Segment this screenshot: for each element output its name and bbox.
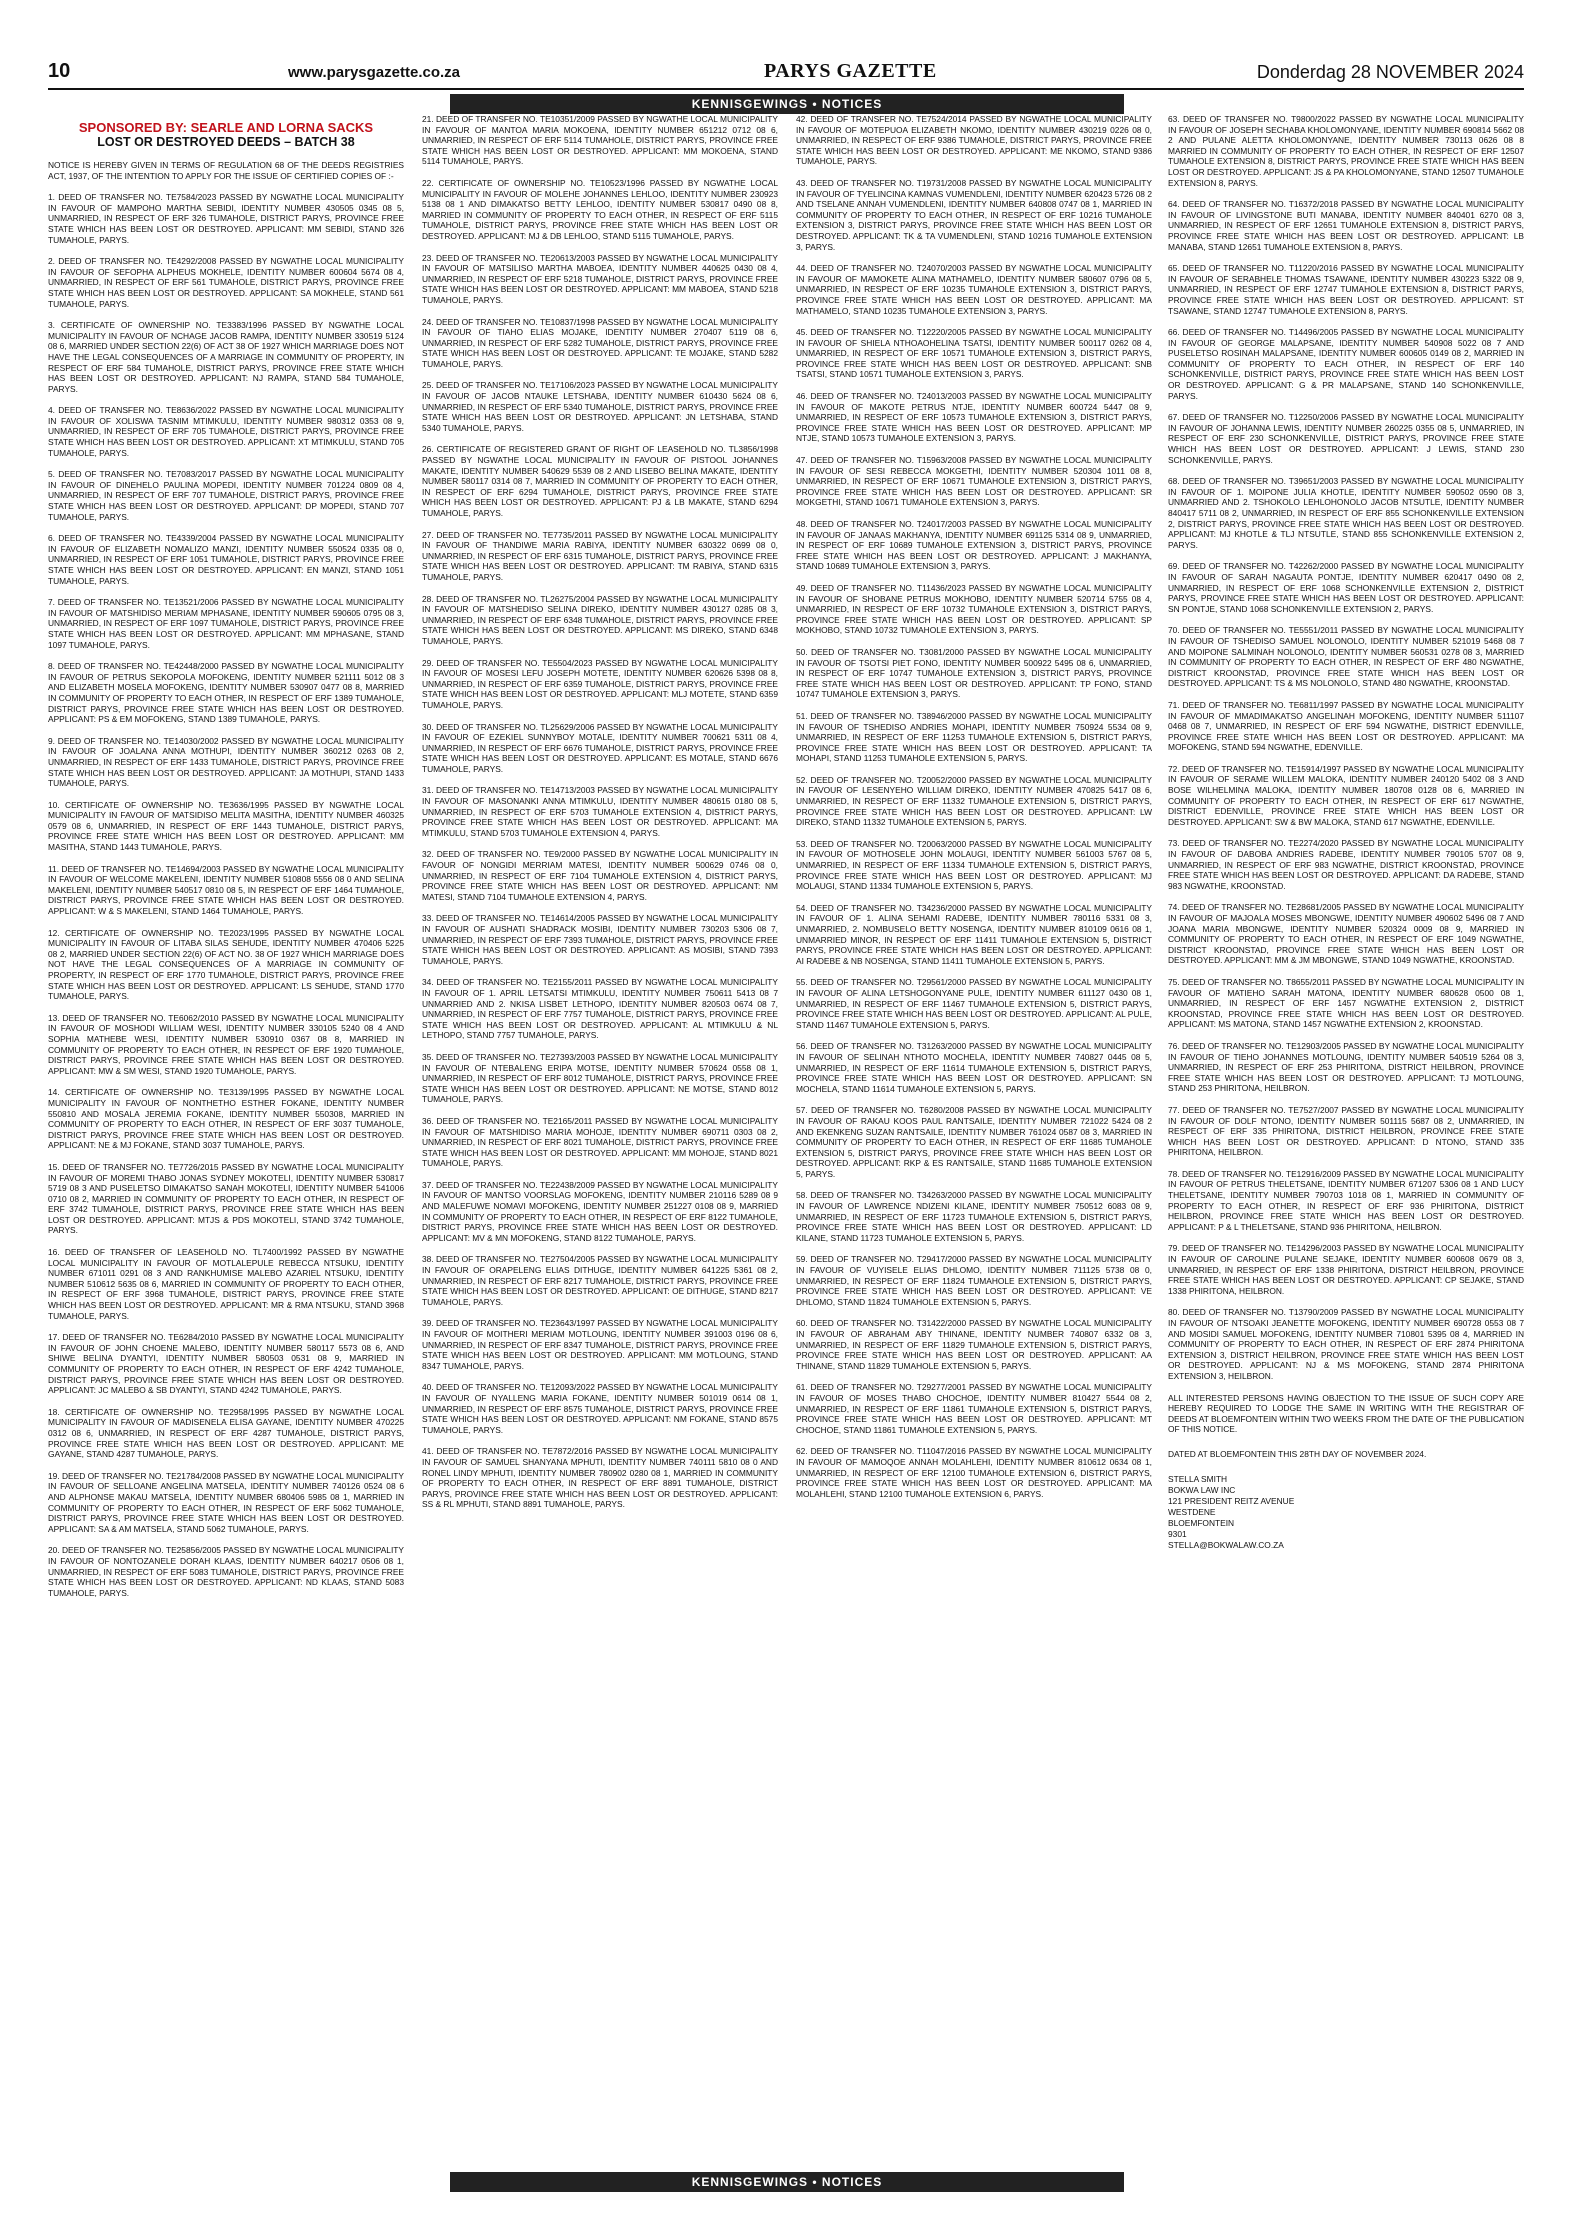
address-line-1: 121 PRESIDENT REITZ AVENUE [1168,1495,1295,1506]
notice-entry: 71. DEED OF TRANSFER NO. TE6811/1997 PASSED BY NGWATHE LOCAL MUNICIPALITY IN FAVOUR OF MMADIMAKATSO ANGELINAH MOFOKENG, IDENTITY NUMBER 511107 0468 08 7, UNMARRIED, IN RESPECT OF ERF 594 NGWATHE, DISTRICT EDENVILLE, PROVINCE FREE STATE WHICH HAS BEEN LOST OR DESTROYED. APPLICANT: MA MOFOKENG, STAND 594 NGWATHE, EDENVILLE. [1168,699,1524,753]
notice-entry: 72. DEED OF TRANSFER NO. TE15914/1997 PASSED BY NGWATHE LOCAL MUNICIPALITY IN FAVOUR OF SERAME WILLEM MALOKA, IDENTITY NUMBER 240120 5402 08 3 AND BOSE WILHELMINA MALOKA, IDENTITY NUMBER 180708 0128 08 6, MARRIED IN COMMUNITY OF PROPERTY TO EACH OTHER, IN RESPECT OF ERF 617 NGWATHE, DISTRICT EDENVILLE, PROVINCE FREE STATE WHICH HAS BEEN LOST OR DESTROYED. APPLICANT: SW & BW MALOKA, STAND 617 NGWATHE, EDENVILLE. [1168,763,1524,827]
notice-entry: 56. DEED OF TRANSFER NO. T31263/2000 PASSED BY NGWATHE LOCAL MUNICIPALITY IN FAVOUR OF SELINAH NTHOTO MOCHELA, IDENTITY NUMBER 740827 0445 08 5, UNMARRIED, IN RESPECT OF ERF 11614 TUMAHOLE EXTENSION 5, DISTRICT PARYS, PROVINCE FREE STATE WHICH HAS BEEN LOST OR DESTROYED. APPLICANT: SN MOCHELA, STAND 11614 TUMAHOLE EXTENSION 5, PARYS. [796,1041,1152,1094]
notice-entry: 36. DEED OF TRANSFER NO. TE2165/2011 PASSED BY NGWATHE LOCAL MUNICIPALITY IN FAVOUR OF MATSHIDISO MARIA MOHOJE, IDENTITY NUMBER 690711 0303 08 2, UNMARRIED, IN RESPECT OF ERF 8021 TUMAHOLE, DISTRICT PARYS, PROVINCE FREE STATE WHICH HAS BEEN LOST OR DESTROYED. APPLICANT: MM MOHOJE, STAND 8021 TUMAHOLE, PARYS. [422,1115,778,1169]
notice-entry: 13. DEED OF TRANSFER NO. TE6062/2010 PASSED BY NGWATHE LOCAL MUNICIPALITY IN FAVOUR OF MOSHODI WILLIAM WESI, IDENTITY NUMBER 330105 5240 08 4 AND SOPHIA MATHEBE WESI, IDENTITY NUMBER 530910 0367 08 8, MARRIED IN COMMUNITY OF PROPERTY TO EACH OTHER, IN RESPECT OF ERF 1920 TUMAHOLE, DISTRICT PARYS, PROVINCE FREE STATE WHICH HAS BEEN LOST OR DESTROYED. APPLICANT: MW & SM WESI, STAND 1920 TUMAHOLE, PARYS. [48,1012,404,1076]
notice-entry: 61. DEED OF TRANSFER NO. T29277/2001 PASSED BY NGWATHE LOCAL MUNICIPALITY IN FAVOUR OF MOSES THABO CHOCHOE, IDENTITY NUMBER 810427 5544 08 2, UNMARRIED, IN RESPECT OF ERF 11861 TUMAHOLE EXTENSION 5, DISTRICT PARYS, PROVINCE FREE STATE WHICH HAS BEEN LOST OR DESTROYED. APPLICANT: MT CHOCHOE, STAND 11861 TUMAHOLE EXTENSION 5, PARYS. [796,1382,1152,1435]
section-label-bottom: KENNISGEWINGS • NOTICES [450,2172,1124,2192]
notice-entry: 7. DEED OF TRANSFER NO. TE13521/2006 PASSED BY NGWATHE LOCAL MUNICIPALITY IN FAVOUR OF MATSHIDISO MERIAM MPHASANE, IDENTITY NUMBER 590605 0795 08 3, UNMARRIED, IN RESPECT OF ERF 1097 TUMAHOLE, DISTRICT PARYS, PROVINCE FREE STATE WHICH HAS BEEN LOST OR DESTROYED. APPLICANT: MM MPHASANE, STAND 1097 TUMAHOLE, PARYS. [48,597,404,650]
notice-entry: 59. DEED OF TRANSFER NO. T29417/2000 PASSED BY NGWATHE LOCAL MUNICIPALITY IN FAVOUR OF VUYISELE ELIAS DHLOMO, IDENTITY NUMBER 711125 5738 08 0, UNMARRIED, IN RESPECT OF ERF 11824 TUMAHOLE EXTENSION 5, DISTRICT PARYS, PROVINCE FREE STATE WHICH HAS BEEN LOST OR DESTROYED. APPLICANT: VE DHLOMO, STAND 11824 TUMAHOLE EXTENSION 5, PARYS. [796,1254,1152,1307]
notice-entry: 69. DEED OF TRANSFER NO. T42262/2000 PASSED BY NGWATHE LOCAL MUNICIPALITY IN FAVOUR OF SARAH NAGAUTA PONTJE, IDENTITY NUMBER 620417 0490 08 2, UNMARRIED, IN RESPECT OF ERF 1068 SCHONKENVILLE EXTENSION 2, DISTRICT PARYS, PROVINCE FREE STATE WHICH HAS BEEN LOST OR DESTROYED. APPLICANT: SN PONTJE, STAND 1068 SCHONKENVILLE EXTENSION 2, PARYS. [1168,561,1524,614]
issue-date: Donderdag 28 NOVEMBER 2024 [1256,62,1524,82]
notice-entry: 35. DEED OF TRANSFER NO. TE27393/2003 PASSED BY NGWATHE LOCAL MUNICIPALITY IN FAVOUR OF NTEBALENG ERIPA MOTSE, IDENTITY NUMBER 570624 0558 08 1, UNMARRIED, IN RESPECT OF ERF 8012 TUMAHOLE, DISTRICT PARYS, PROVINCE FREE STATE WHICH HAS BEEN LOST OR DESTROYED. APPLICANT: NE MOTSE, STAND 8012 TUMAHOLE, PARYS. [422,1051,778,1105]
notice-entry: 74. DEED OF TRANSFER NO. TE28681/2005 PASSED BY NGWATHE LOCAL MUNICIPALITY IN FAVOUR OF MAJOALA MOSES MBONGWE, IDENTITY NUMBER 490602 5496 08 7 AND JOANA MARIA MBONGWE, IDENTITY NUMBER 520324 0009 08 9, MARRIED IN COMMUNITY OF PROPERTY TO EACH OTHER, IN RESPECT OF ERF 1049 NGWATHE, DISTRICT KROONSTAD, PROVINCE FREE STATE WHICH HAS BEEN LOST OR DESTROYED. APPLICANT: MM & JM MBONGWE, STAND 1049 NGWATHE, KROONSTAD. [1168,902,1524,966]
notice-entry: 49. DEED OF TRANSFER NO. T11436/2023 PASSED BY NGWATHE LOCAL MUNICIPALITY IN FAVOUR OF SHOBANE PETRUS MOKHOBO, IDENTITY NUMBER 520714 5755 08 4, UNMARRIED, IN RESPECT OF ERF 10732 TUMAHOLE EXTENSION 3, DISTRICT PARYS, PROVINCE FREE STATE WHICH HAS BEEN LOST OR DESTROYED. APPLICANT: SP MOKHOBO, STAND 10732 TUMAHOLE EXTENSION 3, PARYS. [796,582,1152,636]
column-4 [1168,114,1524,2170]
notice-entry: 26. CERTIFICATE OF REGISTERED GRANT OF RIGHT OF LEASEHOLD NO. TL3856/1998 PASSED BY NGWATHE LOCAL MUNICIPALITY IN FAVOUR OF PISTOOL JOHANNES MAKATE, IDENTITY NUMBER 540629 5539 08 2 AND LISEBO BELINA MAKATE, IDENTITY NUMBER 580117 0314 08 7, MARRIED IN COMMUNITY OF PROPERTY TO EACH OTHER, IN RESPECT OF ERF 6294 TUMAHOLE, DISTRICT PARYS, PROVINCE FREE STATE WHICH HAS BEEN LOST OR DESTROYED. APPLICANT: PJ & LB MAKATE, STAND 6294 TUMAHOLE, PARYS. [422,444,778,518]
notice-entry: 15. DEED OF TRANSFER NO. TE7726/2015 PASSED BY NGWATHE LOCAL MUNICIPALITY IN FAVOUR OF MOREMI THABO JONAS SYDNEY MOKOTELI, IDENTITY NUMBER 530817 5719 08 3 AND PUSELETSO DIMAKATSO SANAH MOKOTELI, IDENTITY NUMBER 541006 0710 08 2, MARRIED IN COMMUNITY OF PROPERTY TO EACH OTHER, IN RESPECT OF ERF 3742 TUMAHOLE, DISTRICT PARYS, PROVINCE FREE STATE WHICH HAS BEEN LOST OR DESTROYED. APPLICANT: MTJS & PDS MOKOTELI, STAND 3742 TUMAHOLE, PARYS. [48,1161,404,1236]
notice-entry: 76. DEED OF TRANSFER NO. TE12903/2005 PASSED BY NGWATHE LOCAL MUNICIPALITY IN FAVOUR OF TIEHO JOHANNES MOTLOUNG, IDENTITY NUMBER 540519 5264 08 3, UNMARRIED, IN RESPECT OF ERF 253 PHIRITONA, DISTRICT HEILBRON, PROVINCE FREE STATE WHICH HAS BEEN LOST OR DESTROYED. APPLICANT: TJ MOTLOUNG, STAND 253 PHIRITONA, HEILBRON. [1168,1040,1524,1094]
notice-entry: 37. DEED OF TRANSFER NO. TE22438/2009 PASSED BY NGWATHE LOCAL MUNICIPALITY IN FAVOUR OF MANTSO VOORSLAG MOFOKENG, IDENTITY NUMBER 210116 5289 08 9 AND MALEFUWE NOMAVI MOFOKENG, IDENTITY NUMBER 251227 0108 08 9, MARRIED IN COMMUNITY OF PROPERTY TO EACH OTHER, IN RESPECT OF ERF 8122 TUMAHOLE, DISTRICT PARYS, PROVINCE FREE STATE WHICH HAS BEEN LOST OR DESTROYED. APPLICANT: MV & MN MOFOKENG, STAND 8122 TUMAHOLE, PARYS. [422,1179,778,1243]
notice-entry: 31. DEED OF TRANSFER NO. TE14713/2003 PASSED BY NGWATHE LOCAL MUNICIPALITY IN FAVOUR OF MASONANKI ANNA MTIMKULU, IDENTITY NUMBER 480615 0180 08 5, UNMARRIED, IN RESPECT OF ERF 5703 TUMAHOLE EXTENSION 4, DISTRICT PARYS, PROVINCE FREE STATE WHICH HAS BEEN LOST OR DESTROYED. APPLICANT: MA MTIMKULU, STAND 5703 TUMAHOLE EXTENSION 4, PARYS. [422,785,778,838]
notice-entry: 44. DEED OF TRANSFER NO. T24070/2003 PASSED BY NGWATHE LOCAL MUNICIPALITY IN FAVOUR OF MAMOKETE ALINA MATHAMELO, IDENTITY NUMBER 580607 0796 08 5, UNMARRIED, IN RESPECT OF ERF 10235 TUMAHOLE EXTENSION 3, DISTRICT PARYS, PROVINCE FREE STATE WHICH HAS BEEN LOST OR DESTROYED. APPLICANT: MA MATHAMELO, STAND 10235 TUMAHOLE EXTENSION 3, PARYS. [796,263,1152,316]
notice-entry: 45. DEED OF TRANSFER NO. T12220/2005 PASSED BY NGWATHE LOCAL MUNICIPALITY IN FAVOUR OF SHIELA NTHOAOHELINA TSATSI, IDENTITY NUMBER 500117 0262 08 4, UNMARRIED, IN RESPECT OF ERF 10571 TUMAHOLE EXTENSION 3, DISTRICT PARYS, PROVINCE FREE STATE WHICH HAS BEEN LOST OR DESTROYED. APPLICANT: SNB TSATSI, STAND 10571 TUMAHOLE EXTENSION 3, PARYS. [796,327,1152,380]
notice-entry: 20. DEED OF TRANSFER NO. TE25856/2005 PASSED BY NGWATHE LOCAL MUNICIPALITY IN FAVOUR OF NONTOZANELE DORAH KLAAS, IDENTITY NUMBER 640217 0506 08 1, UNMARRIED, IN RESPECT OF ERF 5083 TUMAHOLE, DISTRICT PARYS, PROVINCE FREE STATE WHICH HAS BEEN LOST OR DESTROYED. APPLICANT: ND KLAAS, STAND 5083 TUMAHOLE, PARYS. [48,1545,404,1598]
notice-entry: 16. DEED OF TRANSFER OF LEASEHOLD NO. TL7400/1992 PASSED BY NGWATHE LOCAL MUNICIPALITY IN FAVOUR OF MOTLALEPULE REBECCA NTSUKU, IDENTITY NUMBER 671011 0291 08 3 AND RANKHUMISE MALEBO AZARIEL NTSUKU, IDENTITY NUMBER 510612 5635 08 6, MARRIED IN COMMUNITY OF PROPERTY TO EACH OTHER, IN RESPECT OF ERF 3968 TUMAHOLE, DISTRICT PARYS, PROVINCE FREE STATE WHICH HAS BEEN LOST OR DESTROYED. APPLICANT: MR & RMA NTSUKU, STAND 3968 TUMAHOLE, PARYS. [48,1247,404,1321]
notice-entry: 40. DEED OF TRANSFER NO. TE12093/2022 PASSED BY NGWATHE LOCAL MUNICIPALITY IN FAVOUR OF NYALLENG MARIA FOKANE, IDENTITY NUMBER 501019 0614 08 1, UNMARRIED, IN RESPECT OF ERF 8575 TUMAHOLE, DISTRICT PARYS, PROVINCE FREE STATE WHICH HAS BEEN LOST OR DESTROYED. APPLICANT: NM FOKANE, STAND 8575 TUMAHOLE, PARYS. [422,1382,778,1435]
masthead [48,60,1524,90]
notice-entry: 1. DEED OF TRANSFER NO. TE7584/2023 PASSED BY NGWATHE LOCAL MUNICIPALITY IN FAVOUR OF MAMPOHO MARTHA SEBIDI, IDENTITY NUMBER 430505 0345 08 5, UNMARRIED, IN RESPECT OF ERF 326 TUMAHOLE, DISTRICT PARYS, PROVINCE FREE STATE WHICH HAS BEEN LOST OR DESTROYED. APPLICANT: MM SEBIDI, STAND 326 TUMAHOLE, PARYS. [48,192,404,245]
entry-list [422,114,778,1510]
address-city: BLOEMFONTEIN [1168,1517,1235,1528]
postal-code: 9301 [1168,1528,1187,1539]
entry-list [48,192,404,1598]
notice-entry: 41. DEED OF TRANSFER NO. TE7872/2016 PASSED BY NGWATHE LOCAL MUNICIPALITY IN FAVOUR OF SAMUEL SHANYANA MPHUTI, IDENTITY NUMBER 740111 5810 08 0 AND RONEL LINDY MPHUTI, IDENTITY NUMBER 780902 0280 08 1, MARRIED IN COMMUNITY OF PROPERTY TO EACH OTHER, IN RESPECT OF ERF 8891 TUMAHOLE, DISTRICT PARYS, PROVINCE FREE STATE WHICH HAS BEEN LOST OR DESTROYED. APPLICANT: SS & RL MPHUTI, STAND 8891 TUMAHOLE, PARYS. [422,1446,778,1510]
notice-entry: 57. DEED OF TRANSFER NO. T6280/2008 PASSED BY NGWATHE LOCAL MUNICIPALITY IN FAVOUR OF RAKAU KOOS PAUL RANTSAILE, IDENTITY NUMBER 721022 5424 08 2 AND EKENKENG SUZAN RANTSAILE, IDENTITY NUMBER 761024 0587 08 3, MARRIED IN COMMUNITY OF PROPERTY TO EACH OTHER, IN RESPECT OF ERF 11685 TUMAHOLE EXTENSION 5, DISTRICT PARYS, PROVINCE FREE STATE WHICH HAS BEEN LOST OR DESTROYED. APPLICANT: RKP & ES RANTSAILE, STAND 11685 TUMAHOLE EXTENSION 5, PARYS. [796,1105,1152,1179]
notice-entry: 42. DEED OF TRANSFER NO. TE7524/2014 PASSED BY NGWATHE LOCAL MUNICIPALITY IN FAVOUR OF MOTEPUOA ELIZABETH NKOMO, IDENTITY NUMBER 430219 0226 08 0, UNMARRIED, IN RESPECT OF ERF 9386 TUMAHOLE, DISTRICT PARYS, PROVINCE FREE STATE WHICH HAS BEEN LOST OR DESTROYED. APPLICANT: ME NKOMO, STAND 9386 TUMAHOLE, PARYS. [796,114,1152,167]
notice-entry: 4. DEED OF TRANSFER NO. TE8636/2022 PASSED BY NGWATHE LOCAL MUNICIPALITY IN FAVOUR OF XOLISWA TASNIM MTIMKULU, IDENTITY NUMBER 980312 0353 08 9, UNMARRIED, IN RESPECT OF ERF 705 TUMAHOLE, DISTRICT PARYS, PROVINCE FREE STATE WHICH HAS BEEN LOST OR DESTROYED. APPLICANT: XT MTIMKULU, STAND 705 TUMAHOLE, PARYS. [48,405,404,458]
notice-entry: 63. DEED OF TRANSFER NO. T9800/2022 PASSED BY NGWATHE LOCAL MUNICIPALITY IN FAVOUR OF JOSEPH SECHABA KHOLOMONYANE, IDENTITY NUMBER 690814 5662 08 2 AND PULANE ALETTA KHOLOMONYANE, IDENTITY NUMBER 730113 0626 08 8 MARRIED IN COMMUNITY OF PROPERTY TO EACH OTHER, IN RESPECT OF ERF 12507 TUMAHOLE EXTENSION 8, DISTRICT PARYS, PROVINCE FREE STATE WHICH HAS BEEN LOST OR DESTROYED. APPLICANT: JS & PA KHOLOMONYANE, STAND 12507 TUMAHOLE EXTENSION 8, PARYS. [1168,114,1524,188]
notice-entry: 53. DEED OF TRANSFER NO. T20063/2000 PASSED BY NGWATHE LOCAL MUNICIPALITY IN FAVOUR OF MOTHOSELE JOHN MOLAUGI, IDENTITY NUMBER 561003 5767 08 5, UNMARRIED, IN RESPECT OF ERF 11334 TUMAHOLE EXTENSION 5, DISTRICT PARYS, PROVINCE FREE STATE WHICH HAS BEEN LOST OR DESTROYED. APPLICANT: MJ MOLAUGI, STAND 11334 TUMAHOLE EXTENSION 5, PARYS. [796,838,1152,892]
publication-title: PARYS GAZETTE [764,60,937,82]
notice-entry: 14. CERTIFICATE OF OWNERSHIP NO. TE3139/1995 PASSED BY NGWATHE LOCAL MUNICIPALITY IN FAVOUR OF NONTHETHO ESTHER FOKANE, IDENTITY NUMBER 550810 AND MOSALA JEREMIA FOKANE, IDENTITY NUMBER 550308, MARRIED IN COMMUNITY OF PROPERTY TO EACH OTHER, IN RESPECT OF ERF 3037 TUMAHOLE, DISTRICT PARYS, PROVINCE FREE STATE WHICH HAS BEEN LOST OR DESTROYED. APPLICANT: NE & MJ FOKANE, STAND 3037 TUMAHOLE, PARYS. [48,1087,404,1151]
notice-entry: 47. DEED OF TRANSFER NO. T15963/2008 PASSED BY NGWATHE LOCAL MUNICIPALITY IN FAVOUR OF SESI REBECCA MOKGETHI, IDENTITY NUMBER 520304 1011 08 8, UNMARRIED, IN RESPECT OF ERF 10671 TUMAHOLE EXTENSION 3, DISTRICT PARYS, PROVINCE FREE STATE WHICH HAS BEEN LOST OR DESTROYED. APPLICANT: SR MOKGETHI, STAND 10671 TUMAHOLE EXTENSION 3, PARYS. [796,455,1152,508]
section-label-top: KENNISGEWINGS • NOTICES [450,94,1124,114]
notice-intro: NOTICE IS HEREBY GIVEN IN TERMS OF REGULATION 68 OF THE DEEDS REGISTRIES ACT, 1937, OF THE INTENTION TO APPLY FOR THE ISSUE OF CERTIFIED COPIES OF :- [48,160,404,181]
notice-entry: 43. DEED OF TRANSFER NO. T19731/2008 PASSED BY NGWATHE LOCAL MUNICIPALITY IN FAVOUR OF TYELINCINA KAMNAS VUMENDLENI, IDENTITY NUMBER 620423 5726 08 2 AND TSELANE ANNAH VUMENDLENI, IDENTITY NUMBER 640808 0747 08 1, MARRIED IN COMMUNITY OF PROPERTY TO EACH OTHER, IN RESPECT OF ERF 10216 TUMAHOLE EXTENSION 3, DISTRICT PARYS, PROVINCE FREE STATE WHICH HAS BEEN LOST OR DESTROYED. APPLICANT: TK & TA VUMENDLENI, STAND 10216 TUMAHOLE EXTENSION 3, PARYS. [796,177,1152,252]
notice-entry: 10. CERTIFICATE OF OWNERSHIP NO. TE3636/1995 PASSED BY NGWATHE LOCAL MUNICIPALITY IN FAVOUR OF MATSIDISO MELITA MASITHA, IDENTITY NUMBER 460325 0579 08 6, UNMARRIED, IN RESPECT OF ERF 1443 TUMAHOLE, DISTRICT PARYS, PROVINCE FREE STATE WHICH HAS BEEN LOST OR DESTROYED. APPLICANT: MM MASITHA, STAND 1443 TUMAHOLE, PARYS. [48,799,404,853]
notice-entry: 5. DEED OF TRANSFER NO. TE7083/2017 PASSED BY NGWATHE LOCAL MUNICIPALITY IN FAVOUR OF DINEHELO PAULINA MOPEDI, IDENTITY NUMBER 701224 0809 08 4, UNMARRIED, IN RESPECT OF ERF 707 TUMAHOLE, DISTRICT PARYS, PROVINCE FREE STATE WHICH HAS BEEN LOST OR DESTROYED. APPLICANT: DP MOPEDI, STAND 707 TUMAHOLE, PARYS. [48,469,404,522]
notice-entry: 28. DEED OF TRANSFER NO. TL26275/2004 PASSED BY NGWATHE LOCAL MUNICIPALITY IN FAVOUR OF MATSHEDISO SELINA DIREKO, IDENTITY NUMBER 430127 0285 08 3, UNMARRIED, IN RESPECT OF ERF 6348 TUMAHOLE, DISTRICT PARYS, PROVINCE FREE STATE WHICH HAS BEEN LOST OR DESTROYED. APPLICANT: MS DIREKO, STAND 6348 TUMAHOLE, PARYS. [422,593,778,646]
notice-entry: 32. DEED OF TRANSFER NO. TE9/2000 PASSED BY NGWATHE LOCAL MUNICIPALITY IN FAVOUR OF NONGIDI MERRIAM MATESI, IDENTITY NUMBER 500629 0746 08 0, UNMARRIED, IN RESPECT OF ERF 7104 TUMAHOLE EXTENSION 4, DISTRICT PARYS, PROVINCE FREE STATE WHICH HAS BEEN LOST OR DESTROYED. APPLICANT: NM MATESI, STAND 7104 TUMAHOLE EXTENSION 4, PARYS. [422,849,778,902]
notice-entry: 25. DEED OF TRANSFER NO. TE17106/2023 PASSED BY NGWATHE LOCAL MUNICIPALITY IN FAVOUR OF JACOB NTAUKE LETSHABA, IDENTITY NUMBER 610430 5624 08 6, UNMARRIED, IN RESPECT OF ERF 5340 TUMAHOLE, DISTRICT PARYS, PROVINCE FREE STATE WHICH HAS BEEN LOST OR DESTROYED. APPLICANT: JN LETSHABA, STAND 5340 TUMAHOLE, PARYS. [422,380,778,433]
column-3 [796,114,1152,2170]
signatory-name: STELLA SMITH [1168,1473,1228,1484]
notice-entry: 79. DEED OF TRANSFER NO. TE14296/2003 PASSED BY NGWATHE LOCAL MUNICIPALITY IN FAVOUR OF CAROLINE PULANE SEJAKE, IDENTITY NUMBER 600608 0679 08 3, UNMARRIED, IN RESPECT OF ERF 1338 PHIRITONA, DISTRICT HEILBRON, PROVINCE FREE STATE WHICH HAS BEEN LOST OR DESTROYED. APPLICANT: CP SEJAKE, STAND 1338 PHIRITONA, HEILBRON. [1168,1243,1524,1296]
notice-entry: 18. CERTIFICATE OF OWNERSHIP NO. TE2958/1995 PASSED BY NGWATHE LOCAL MUNICIPALITY IN FAVOUR OF MADISENELA ELISA GAYANE, IDENTITY NUMBER 470225 0312 08 6, UNMARRIED, IN RESPECT OF ERF 4287 TUMAHOLE, DISTRICT PARYS, PROVINCE FREE STATE WHICH HAS BEEN LOST OR DESTROYED. APPLICANT: ME GAYANE, STAND 4287 TUMAHOLE, PARYS. [48,1406,404,1460]
notice-entry: 11. DEED OF TRANSFER NO. TE14694/2003 PASSED BY NGWATHE LOCAL MUNICIPALITY IN FAVOUR OF WELCOME MAKELENI, IDENTITY NUMBER 510808 5556 08 0 AND SELINA MAKELENI, IDENTITY NUMBER 540517 0810 08 5, IN RESPECT OF ERF 1464 TUMAHOLE, DISTRICT PARYS, PROVINCE FREE STATE WHICH HAS BEEN LOST OR DESTROYED. APPLICANT: W & S MAKELENI, STAND 1464 TUMAHOLE, PARYS. [48,863,404,917]
notice-entry: 60. DEED OF TRANSFER NO. T31422/2000 PASSED BY NGWATHE LOCAL MUNICIPALITY IN FAVOUR OF ABRAHAM ABY THINANE, IDENTITY NUMBER 740807 6332 08 3, UNMARRIED, IN RESPECT OF ERF 11829 TUMAHOLE EXTENSION 5, DISTRICT PARYS, PROVINCE FREE STATE WHICH HAS BEEN LOST OR DESTROYED. APPLICANT: AA THINANE, STAND 11829 TUMAHOLE EXTENSION 5, PARYS. [796,1318,1152,1371]
notice-entry: 67. DEED OF TRANSFER NO. T12250/2006 PASSED BY NGWATHE LOCAL MUNICIPALITY IN FAVOUR OF JOHANNA LEWIS, IDENTITY NUMBER 260225 0355 08 5, UNMARRIED, IN RESPECT OF ERF 230 SCHONKENVILLE, DISTRICT PARYS, PROVINCE FREE STATE WHICH HAS BEEN LOST OR DESTROYED. APPLICANT: J LEWIS, STAND 230 SCHONKENVILLE, PARYS. [1168,412,1524,465]
notice-entry: 34. DEED OF TRANSFER NO. TE2155/2011 PASSED BY NGWATHE LOCAL MUNICIPALITY IN FAVOUR OF 1. APRIL LETSATSI MTIMKULU, IDENTITY NUMBER 750611 5413 08 7 UNMARRIED AND 2. NKISA LISBET LETHOPO, IDENTITY NUMBER 820503 0674 08 7, UNMARRIED, IN RESPECT OF ERF 7757 TUMAHOLE, DISTRICT PARYS, PROVINCE FREE STATE WHICH HAS BEEN LOST OR DESTROYED. APPLICANT: AL MTIMKULU & NL LETHOPO, STAND 7757 TUMAHOLE, PARYS. [422,977,778,1041]
notice-entry: 50. DEED OF TRANSFER NO. T3081/2000 PASSED BY NGWATHE LOCAL MUNICIPALITY IN FAVOUR OF TSOTSI PIET FONO, IDENTITY NUMBER 500922 5495 08 6, UNMARRIED, IN RESPECT OF ERF 10747 TUMAHOLE EXTENSION 3, DISTRICT PARYS, PROVINCE FREE STATE WHICH HAS BEEN LOST OR DESTROYED. APPLICANT: TP FONO, STAND 10747 TUMAHOLE EXTENSION 3, PARYS. [796,646,1152,700]
website-link[interactable]: www.parysgazette.co.za [288,64,461,81]
notice-entry: 46. DEED OF TRANSFER NO. T24013/2003 PASSED BY NGWATHE LOCAL MUNICIPALITY IN FAVOUR OF MAKOTE PETRUS NTJE, IDENTITY NUMBER 600724 5447 08 9, UNMARRIED, IN RESPECT OF ERF 10573 TUMAHOLE EXTENSION 3, DISTRICT PARYS, PROVINCE FREE STATE WHICH HAS BEEN LOST OR DESTROYED. APPLICANT: MP NTJE, STAND 10573 TUMAHOLE EXTENSION 3, PARYS. [796,391,1152,444]
notice-entry: 27. DEED OF TRANSFER NO. TE7735/2011 PASSED BY NGWATHE LOCAL MUNICIPALITY IN FAVOUR OF THANDIWE MARIA RABIYA, IDENTITY NUMBER 630322 0699 08 0, UNMARRIED, IN RESPECT OF ERF 6315 TUMAHOLE, DISTRICT PARYS, PROVINCE FREE STATE WHICH HAS BEEN LOST OR DESTROYED. APPLICANT: TM RABIYA, STAND 6315 TUMAHOLE, PARYS. [422,529,778,582]
email-address[interactable]: STELLA@BOKWALAW.CO.ZA [1168,1539,1284,1550]
notice-entry: 64. DEED OF TRANSFER NO. T16372/2018 PASSED BY NGWATHE LOCAL MUNICIPALITY IN FAVOUR OF LIVINGSTONE BUTI MANABA, IDENTITY NUMBER 840401 6270 08 3, UNMARRIED, IN RESPECT OF ERF 12651 TUMAHOLE EXTENSION 8, DISTRICT PARYS, PROVINCE FREE STATE WHICH HAS BEEN LOST OR DESTROYED. APPLICANT: LB MANABA, STAND 12651 TUMAHOLE EXTENSION 8, PARYS. [1168,199,1524,252]
notice-entry: 65. DEED OF TRANSFER NO. T11220/2016 PASSED BY NGWATHE LOCAL MUNICIPALITY IN FAVOUR OF SERABHELE THOMAS TSAWANE, IDENTITY NUMBER 430223 5322 08 9, UNMARRIED, IN RESPECT OF ERF 12747 TUMAHOLE EXTENSION 8, DISTRICT PARYS, PROVINCE FREE STATE WHICH HAS BEEN LOST OR DESTROYED. APPLICANT: ST TSAWANE, STAND 12747 TUMAHOLE EXTENSION 8, PARYS. [1168,263,1524,316]
notice-entry: 33. DEED OF TRANSFER NO. TE14614/2005 PASSED BY NGWATHE LOCAL MUNICIPALITY IN FAVOUR OF AUSHATI SHADRACK MOSIBI, IDENTITY NUMBER 730203 5306 08 7, UNMARRIED, IN RESPECT OF ERF 7393 TUMAHOLE, DISTRICT PARYS, PROVINCE FREE STATE WHICH HAS BEEN LOST OR DESTROYED. APPLICANT: AS MOSIBI, STAND 7393 TUMAHOLE, PARYS. [422,913,778,966]
notice-entry: 23. DEED OF TRANSFER NO. TE20613/2003 PASSED BY NGWATHE LOCAL MUNICIPALITY IN FAVOUR OF MATSILISO MARTHA MABOEA, IDENTITY NUMBER 440625 0430 08 4, UNMARRIED, IN RESPECT OF ERF 5218 TUMAHOLE, DISTRICT PARYS, PROVINCE FREE STATE WHICH HAS BEEN LOST OR DESTROYED. APPLICANT: MM MABOEA, STAND 5218 TUMAHOLE, PARYS. [422,252,778,305]
notice-entry: 66. DEED OF TRANSFER NO. T14496/2005 PASSED BY NGWATHE LOCAL MUNICIPALITY IN FAVOUR OF GEORGE MALAPSANE, IDENTITY NUMBER 540908 5022 08 7 AND PUSELETSO ROSINAH MALAPSANE, IDENTITY NUMBER 600605 0149 08 2, MARRIED IN COMMUNITY OF PROPERTY TO EACH OTHER, IN RESPECT OF ERF 140 SCHONKENVILLE, DISTRICT PARYS, PROVINCE FREE STATE WHICH HAS BEEN LOST OR DESTROYED. APPLICANT: G & PR MALAPSANE, STAND 140 SCHONKENVILLE, PARYS. [1168,327,1524,401]
notice-title: LOST OR DESTROYED DEEDS – BATCH 38 [97,135,355,149]
notice-entry: 30. DEED OF TRANSFER NO. TL25629/2006 PASSED BY NGWATHE LOCAL MUNICIPALITY IN FAVOUR OF EZEKIEL SUNNYBOY MOTALE, IDENTITY NUMBER 700621 5311 08 4, UNMARRIED, IN RESPECT OF ERF 6676 TUMAHOLE, DISTRICT PARYS, PROVINCE FREE STATE WHICH HAS BEEN LOST OR DESTROYED. APPLICANT: ES MOTALE, STAND 6676 TUMAHOLE, PARYS. [422,721,778,774]
sponsor-line: SPONSORED BY: SEARLE AND LORNA SACKS [78,120,374,135]
notice-entry: 12. CERTIFICATE OF OWNERSHIP NO. TE2023/1995 PASSED BY NGWATHE LOCAL MUNICIPALITY IN FAVOUR OF LITABA SILAS SEHUDE, IDENTITY NUMBER 470406 5225 08 2, MARRIED UNDER SECTION 22(6) OF ACT NO. 38 OF 1927 WHICH MARRIAGE DOES NOT HAVE THE LEGAL CONSEQUENCES OF A MARRIAGE IN COMMUNITY OF PROPERTY, IN RESPECT OF ERF 1770 TUMAHOLE, DISTRICT PARYS, PROVINCE FREE STATE WHICH HAS BEEN LOST OR DESTROYED. APPLICANT: LS SEHUDE, STAND 1770 TUMAHOLE, PARYS. [48,927,404,1002]
notice-entry: 77. DEED OF TRANSFER NO. TE7527/2007 PASSED BY NGWATHE LOCAL MUNICIPALITY IN FAVOUR OF DOLF NTONO, IDENTITY NUMBER 501115 5687 08 2, UNMARRIED, IN RESPECT OF ERF 335 PHIRITONA, DISTRICT HEILBRON, PROVINCE FREE STATE WHICH HAS BEEN LOST OR DESTROYED. APPLICANT: D NTONO, STAND 335 PHIRITONA, HEILBRON. [1168,1104,1524,1158]
page-number: 10 [48,60,71,82]
notice-entry: 2. DEED OF TRANSFER NO. TE4292/2008 PASSED BY NGWATHE LOCAL MUNICIPALITY IN FAVOUR OF SEFOPHA ALPHEUS MOKHELE, IDENTITY NUMBER 600604 5674 08 4, UNMARRIED, IN RESPECT OF ERF 561 TUMAHOLE, DISTRICT PARYS, PROVINCE FREE STATE WHICH HAS BEEN LOST OR DESTROYED. APPLICANT: SA MOKHELE, STAND 561 TUMAHOLE, PARYS. [48,256,404,309]
notice-entry: 68. DEED OF TRANSFER NO. T39651/2003 PASSED BY NGWATHE LOCAL MUNICIPALITY IN FAVOUR OF 1. MOIPONE JULIA KHOTLE, IDENTITY NUMBER 590502 0590 08 3, UNMARRIED AND 2. TSHOKOLO LEHLOHONOLO JACOB NTSUTLE, IDENTITY NUMBER 840417 5711 08 2, UNMARRIED, IN RESPECT OF ERF 855 SCHONKENVILLE EXTENSION 2, DISTRICT PARYS, PROVINCE FREE STATE WHICH HAS BEEN LOST OR DESTROYED. APPLICANT: MJ KHOTLE & TLJ NTSUTLE, STAND 855 SCHONKENVILLE EXTENSION 2, PARYS. [1168,476,1524,550]
notice-entry: 73. DEED OF TRANSFER NO. TE2274/2020 PASSED BY NGWATHE LOCAL MUNICIPALITY IN FAVOUR OF DABOBA ANDRIES RADEBE, IDENTITY NUMBER 790105 5707 08 9, UNMARRIED, IN RESPECT OF ERF 983 NGWATHE, DISTRICT KROONSTAD, PROVINCE FREE STATE WHICH HAS BEEN LOST OR DESTROYED. APPLICANT: DA RADEBE, STAND 983 NGWATHE, KROONSTAD. [1168,838,1524,891]
notice-entry: 58. DEED OF TRANSFER NO. T34263/2000 PASSED BY NGWATHE LOCAL MUNICIPALITY IN FAVOUR OF LAWRENCE NDIZENI KILANE, IDENTITY NUMBER 750512 6083 08 9, UNMARRIED, IN RESPECT OF ERF 11723 TUMAHOLE EXTENSION 5, DISTRICT PARYS, PROVINCE FREE STATE WHICH HAS BEEN LOST OR DESTROYED. APPLICANT: LD KILANE, STAND 11723 TUMAHOLE EXTENSION 5, PARYS. [796,1190,1152,1243]
notice-entry: 48. DEED OF TRANSFER NO. T24017/2003 PASSED BY NGWATHE LOCAL MUNICIPALITY IN FAVOUR OF JANAAS MAKHANYA, IDENTITY NUMBER 691125 5314 08 9, UNMARRIED, IN RESPECT OF ERF 10689 TUMAHOLE EXTENSION 3, DISTRICT PARYS, PROVINCE FREE STATE WHICH HAS BEEN LOST OR DESTROYED. APPLICANT: J MAKHANYA, STAND 10689 TUMAHOLE EXTENSION 3, PARYS. [796,519,1152,572]
notice-entry: 54. DEED OF TRANSFER NO. T34236/2000 PASSED BY NGWATHE LOCAL MUNICIPALITY IN FAVOUR OF 1. ALINA SEHAMI RADEBE, IDENTITY NUMBER 780116 5331 08 3, UNMARRIED, 2. NOMBUSELO BETTY NOSENGA, IDENTITY NUMBER 810109 0616 08 1, UNMARRIED MINOR, IN RESPECT OF ERF 11411 TUMAHOLE EXTENSION 5, DISTRICT PARYS, PROVINCE FREE STATE WHICH HAS BEEN LOST OR DESTROYED. APPLICANT: AI RADEBE & NB NOSENGA, STAND 11411 TUMAHOLE EXTENSION 5, PARYS. [796,902,1152,966]
address-line-2: WESTDENE [1168,1506,1216,1517]
notice-entry: 39. DEED OF TRANSFER NO. TE23643/1997 PASSED BY NGWATHE LOCAL MUNICIPALITY IN FAVOUR OF MOITHERI MERIAM MOTLOUNG, IDENTITY NUMBER 391003 0196 08 6, UNMARRIED, IN RESPECT OF ERF 8347 TUMAHOLE, DISTRICT PARYS, PROVINCE FREE STATE WHICH HAS BEEN LOST OR DESTROYED. APPLICANT: MM MOTLOUNG, STAND 8347 TUMAHOLE, PARYS. [422,1318,778,1371]
closing-paragraph: ALL INTERESTED PERSONS HAVING OBJECTION TO THE ISSUE OF SUCH COPY ARE HEREBY REQUIRED TO LODGE THE SAME IN WRITING WITH THE REGISTRAR OF DEEDS AT BLOEMFONTEIN WITHIN TWO WEEKS FROM THE DATE OF THE PUBLICATION OF THIS NOTICE. [1168,1392,1524,1435]
signature-block [1168,1474,1524,1551]
law-firm: BOKWA LAW INC [1168,1484,1236,1495]
notice-entry: 22. CERTIFICATE OF OWNERSHIP NO. TE10523/1996 PASSED BY NGWATHE LOCAL MUNICIPALITY IN FAVOUR OF MOLEHE JOHANNES LEHLOO, IDENTITY NUMBER 230923 5138 08 1 AND DIMAKATSO BETTY LEHLOO, IDENTITY NUMBER 530817 0490 08 8, MARRIED IN COMMUNITY OF PROPERTY TO EACH OTHER, IN RESPECT OF ERF 5115 TUMAHOLE, DISTRICT PARYS, PROVINCE FREE STATE WHICH HAS BEEN LOST OR DESTROYED. APPLICANT: MJ & DB LEHLOO, STAND 5115 TUMAHOLE, PARYS. [422,177,778,241]
column-1 [48,120,404,2176]
notice-entry: 6. DEED OF TRANSFER NO. TE4339/2004 PASSED BY NGWATHE LOCAL MUNICIPALITY IN FAVOUR OF ELIZABETH NOMALIZO MANZI, IDENTITY NUMBER 550524 0335 08 0, UNMARRIED, IN RESPECT OF ERF 1051 TUMAHOLE, DISTRICT PARYS, PROVINCE FREE STATE WHICH HAS BEEN LOST OR DESTROYED. APPLICANT: EN MANZI, STAND 1051 TUMAHOLE, PARYS. [48,533,404,586]
notice-entry: 80. DEED OF TRANSFER NO. T13790/2009 PASSED BY NGWATHE LOCAL MUNICIPALITY IN FAVOUR OF NTSOAKI JEANETTE MOFOKENG, IDENTITY NUMBER 690728 0553 08 7 AND MOSIDI SAMUEL MOFOKENG, IDENTITY NUMBER 710801 5395 08 4, MARRIED IN COMMUNITY OF PROPERTY TO EACH OTHER, IN RESPECT OF ERF 2874 PHIRITONA EXTENSION 3, DISTRICT HEILBRON, PROVINCE FREE STATE WHICH HAS BEEN LOST OR DESTROYED. APPLICANT: NJ & MS MOFOKENG, STAND 2874 PHIRITONA EXTENSION 3, HEILBRON. [1168,1307,1524,1381]
notice-columns [48,114,1524,2170]
entry-list [1168,114,1524,1382]
notice-entry: 29. DEED OF TRANSFER NO. TE5504/2023 PASSED BY NGWATHE LOCAL MUNICIPALITY IN FAVOUR OF MOSESI LEFU JOSEPH MOTETE, IDENTITY NUMBER 620626 5398 08 8, UNMARRIED, IN RESPECT OF ERF 6359 TUMAHOLE, DISTRICT PARYS, PROVINCE FREE STATE WHICH HAS BEEN LOST OR DESTROYED. APPLICANT: MLJ MOTETE, STAND 6359 TUMAHOLE, PARYS. [422,657,778,710]
notice-entry: 17. DEED OF TRANSFER NO. TE6284/2010 PASSED BY NGWATHE LOCAL MUNICIPALITY IN FAVOUR OF JOHN CHOENE MALEBO, IDENTITY NUMBER 580117 5573 08 6, AND SHIWE BELINA DYANTYI, IDENTITY NUMBER 580503 0531 08 9, MARRIED IN COMMUNITY OF PROPERTY TO EACH OTHER, IN RESPECT OF ERF 4242 TUMAHOLE, DISTRICT PARYS, PROVINCE FREE STATE WHICH HAS BEEN LOST OR DESTROYED. APPLICANT: JC MALEBO & SB DYANTYI, STAND 4242 TUMAHOLE, PARYS. [48,1332,404,1396]
notice-entry: 55. DEED OF TRANSFER NO. T29561/2000 PASSED BY NGWATHE LOCAL MUNICIPALITY IN FAVOUR OF ALINA LETSHOGONYANE PULE, IDENTITY NUMBER 611127 0430 08 1, UNMARRIED, IN RESPECT OF ERF 11467 TUMAHOLE EXTENSION 5, DISTRICT PARYS, PROVINCE FREE STATE WHICH HAS BEEN LOST OR DESTROYED. APPLICANT: AL PULE, STAND 11467 TUMAHOLE EXTENSION 5, PARYS. [796,977,1152,1030]
notice-entry: 75. DEED OF TRANSFER NO. T8655/2011 PASSED BY NGWATHE LOCAL MUNICIPALITY IN FAVOUR OF MATIEHO SARAH MATONA, IDENTITY NUMBER 680628 0500 08 1, UNMARRIED, IN RESPECT OF ERF 1457 NGWATHE EXTENSION 2, DISTRICT KROONSTAD, PROVINCE FREE STATE WHICH HAS BEEN LOST OR DESTROYED. APPLICANT: MS MATONA, STAND 1457 NGWATHE EXTENSION 2, KROONSTAD. [1168,976,1524,1030]
dated-line: DATED AT BLOEMFONTEIN THIS 28TH DAY OF NOVEMBER 2024. [1168,1448,1427,1459]
column-2 [422,114,778,2170]
notice-entry: 19. DEED OF TRANSFER NO. TE21784/2008 PASSED BY NGWATHE LOCAL MUNICIPALITY IN FAVOUR OF SELLOANE ANGELINA MATSELA, IDENTITY NUMBER 740126 0524 08 6 AND ALPHONSE MAKAU MATSELA, IDENTITY NUMBER 680406 5985 08 1, MARRIED IN COMMUNITY OF PROPERTY TO EACH OTHER, IN RESPECT OF ERF 5062 TUMAHOLE, DISTRICT PARYS, PROVINCE FREE STATE WHICH HAS BEEN LOST OR DESTROYED. APPLICANT: SA & AM MATSELA, STAND 5062 TUMAHOLE, PARYS. [48,1470,404,1534]
notice-entry: 78. DEED OF TRANSFER NO. TE12916/2009 PASSED BY NGWATHE LOCAL MUNICIPALITY IN FAVOUR OF PETRUS THELETSANE, IDENTITY NUMBER 671207 5306 08 1 AND LUCY THELETSANE, IDENTITY NUMBER 790703 1018 08 1, MARRIED IN COMMUNITY OF PROPERTY TO EACH OTHER, IN RESPECT OF ERF 936 PHIRITONA, DISTRICT HEILBRON, PROVINCE FREE STATE WHICH HAS BEEN LOST OR DESTROYED. APPLICANT: P & L THELETSANE, STAND 936 PHIRITONA, HEILBRON. [1168,1168,1524,1232]
notice-entry: 8. DEED OF TRANSFER NO. TE42448/2000 PASSED BY NGWATHE LOCAL MUNICIPALITY IN FAVOUR OF PETRUS SEKOPOLA MOFOKENG, IDENTITY NUMBER 521111 5012 08 3 AND ELIZABETH MOSELA MOFOKENG, IDENTITY NUMBER 530907 0477 08 8, MARRIED IN COMMUNITY OF PROPERTY TO EACH OTHER, IN RESPECT OF ERF 1389 TUMAHOLE, DISTRICT PARYS, PROVINCE FREE STATE WHICH HAS BEEN LOST OR DESTROYED. APPLICANT: PS & EM MOFOKENG, STAND 1389 TUMAHOLE, PARYS. [48,661,404,725]
entry-list [796,114,1152,1499]
notice-entry: 3. CERTIFICATE OF OWNERSHIP NO. TE3383/1996 PASSED BY NGWATHE LOCAL MUNICIPALITY IN FAVOUR OF NCHAGE JACOB RAMPA, IDENTITY NUMBER 330519 5124 08 6, MARRIED UNDER SECTION 22(6) OF ACT 38 OF 1927 WHICH MARRIAGE DOES NOT HAVE THE LEGAL CONSEQUENCES OF A MARRIAGE IN COMMUNITY OF PROPERTY, IN RESPECT OF ERF 584 TUMAHOLE, DISTRICT PARYS, PROVINCE FREE STATE WHICH HAS BEEN LOST OR DESTROYED. APPLICANT: NJ RAMPA, STAND 584 TUMAHOLE, PARYS. [48,320,404,394]
notice-entry: 70. DEED OF TRANSFER NO. TE5551/2011 PASSED BY NGWATHE LOCAL MUNICIPALITY IN FAVOUR OF TSHEDISO SAMUEL NOLONOLO, IDENTITY NUMBER 521019 5468 08 7 AND MOIPONE SALMINAH NOLONOLO, IDENTITY NUMBER 560531 0278 08 3, MARRIED IN COMMUNITY OF PROPERTY TO EACH OTHER, IN RESPECT OF ERF 480 NGWATHE, DISTRICT KROONSTAD, PROVINCE FREE STATE WHICH HAS BEEN LOST OR DESTROYED. APPLICANT: TS & MS NOLONOLO, STAND 480 NGWATHE, KROONSTAD. [1168,625,1524,689]
notice-entry: 51. DEED OF TRANSFER NO. T38946/2000 PASSED BY NGWATHE LOCAL MUNICIPALITY IN FAVOUR OF TSHEDISO ANDRIES MOHAPI, IDENTITY NUMBER 750924 5534 08 9, UNMARRIED, IN RESPECT OF ERF 11253 TUMAHOLE EXTENSION 5, DISTRICT PARYS, PROVINCE FREE STATE WHICH HAS BEEN LOST OR DESTROYED. APPLICANT: TA MOHAPI, STAND 11253 TUMAHOLE EXTENSION 5, PARYS. [796,710,1152,764]
notice-entry: 62. DEED OF TRANSFER NO. T11047/2016 PASSED BY NGWATHE LOCAL MUNICIPALITY IN FAVOUR OF MAMOQOE ANNAH MOLAHLEHI, IDENTITY NUMBER 810612 0634 08 1, UNMARRIED, IN RESPECT OF ERF 12100 TUMAHOLE EXTENSION 6, DISTRICT PARYS, PROVINCE FREE STATE WHICH HAS BEEN LOST OR DESTROYED. APPLICANT: MA MOLAHLEHI, STAND 12100 TUMAHOLE EXTENSION 6, PARYS. [796,1446,1152,1499]
notice-entry: 21. DEED OF TRANSFER NO. TE10351/2009 PASSED BY NGWATHE LOCAL MUNICIPALITY IN FAVOUR OF MANTOA MARIA MOKOENA, IDENTITY NUMBER 651212 0712 08 6, UNMARRIED, IN RESPECT OF ERF 5114 TUMAHOLE, DISTRICT PARYS, PROVINCE FREE STATE WHICH HAS BEEN LOST OR DESTROYED. APPLICANT: MM MOKOENA, STAND 5114 TUMAHOLE, PARYS. [422,114,778,167]
notice-entry: 9. DEED OF TRANSFER NO. TE14030/2002 PASSED BY NGWATHE LOCAL MUNICIPALITY IN FAVOUR OF JOALANA ANNA MOTHUPI, IDENTITY NUMBER 360212 0263 08 2, UNMARRIED, IN RESPECT OF ERF 1433 TUMAHOLE, DISTRICT PARYS, PROVINCE FREE STATE WHICH HAS BEEN LOST OR DESTROYED. APPLICANT: JA MOTHUPI, STAND 1433 TUMAHOLE, PARYS. [48,735,404,789]
notice-entry: 24. DEED OF TRANSFER NO. TE10837/1998 PASSED BY NGWATHE LOCAL MUNICIPALITY IN FAVOUR OF TIAHO ELIAS MOJAKE, IDENTITY NUMBER 270407 5119 08 6, UNMARRIED, IN RESPECT OF ERF 5282 TUMAHOLE, DISTRICT PARYS, PROVINCE FREE STATE WHICH HAS BEEN LOST OR DESTROYED. APPLICANT: TE MOJAKE, STAND 5282 TUMAHOLE, PARYS. [422,316,778,369]
notice-entry: 52. DEED OF TRANSFER NO. T20052/2000 PASSED BY NGWATHE LOCAL MUNICIPALITY IN FAVOUR OF LESENYEHO WILLIAM DIREKO, IDENTITY NUMBER 470825 5417 08 6, UNMARRIED, IN RESPECT OF ERF 11332 TUMAHOLE EXTENSION 5, DISTRICT PARYS, PROVINCE FREE STATE WHICH HAS BEEN LOST OR DESTROYED. APPLICANT: LW DIREKO, STAND 11332 TUMAHOLE EXTENSION 5, PARYS. [796,774,1152,828]
notice-entry: 38. DEED OF TRANSFER NO. TE27504/2005 PASSED BY NGWATHE LOCAL MUNICIPALITY IN FAVOUR OF ORAPELENG ELIAS DITHUGE, IDENTITY NUMBER 641225 5361 08 2, UNMARRIED, IN RESPECT OF ERF 8217 TUMAHOLE, DISTRICT PARYS, PROVINCE FREE STATE WHICH HAS BEEN LOST OR DESTROYED. APPLICANT: OE DITHUGE, STAND 8217 TUMAHOLE, PARYS. [422,1254,778,1307]
